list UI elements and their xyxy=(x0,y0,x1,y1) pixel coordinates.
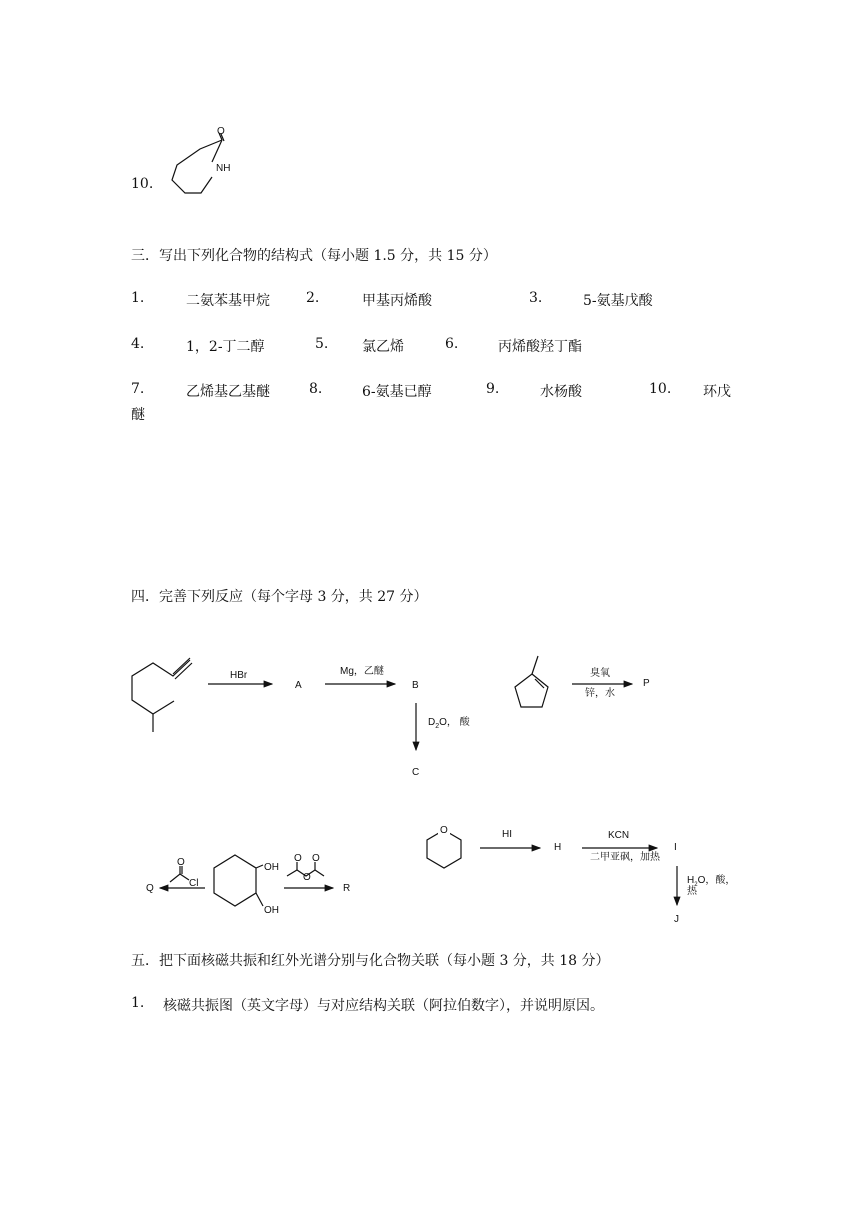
s3-item10-name: 环戊 xyxy=(703,384,731,400)
s3-item8-name: 6-氨基已醇 xyxy=(362,384,432,400)
atom-o-anhydride-3: O xyxy=(312,853,320,864)
product-r: R xyxy=(343,883,351,894)
atom-oh-top: OH xyxy=(264,862,279,873)
tetrahydropyran-structure xyxy=(427,824,461,868)
reagent-zinc-water: 锌，水 xyxy=(585,688,615,699)
section3-title: 三．写出下列化合物的结构式（每小题 1.5 分，共 15 分） xyxy=(131,248,497,264)
s3-item9-name: 水杨酸 xyxy=(540,384,582,400)
s3-item10-wrap: 醚 xyxy=(131,407,145,423)
s3-item6-number: 6. xyxy=(445,336,459,352)
question-number-10: 10. xyxy=(131,176,154,192)
s3-item4-number: 4. xyxy=(131,336,145,352)
s3-item2-name: 甲基丙烯酸 xyxy=(362,293,432,309)
atom-o-ring: O xyxy=(440,825,448,836)
reagent-heat: 热 xyxy=(687,886,697,897)
product-a: A xyxy=(295,680,302,691)
atom-o-anhydride-1: O xyxy=(294,853,302,864)
s3-item9-number: 9. xyxy=(486,381,500,397)
product-c: C xyxy=(412,767,420,778)
methylheptene-structure xyxy=(132,658,192,732)
reagent-dmso-heat: 二甲亚砜，加热 xyxy=(590,852,660,863)
atom-nh: NH xyxy=(216,163,231,174)
reagent-h2o-acid: $H_2O$，酸， xyxy=(687,875,736,888)
atom-oh-bottom: OH xyxy=(264,905,279,916)
s3-item5-number: 5. xyxy=(315,336,329,352)
s3-item3-number: 3. xyxy=(529,290,543,306)
reagent-mg-ether: Mg，乙醚 xyxy=(340,666,384,677)
cyclohexanediol-structure xyxy=(214,855,279,916)
product-q: Q xyxy=(146,883,154,894)
methylcyclopentene-structure xyxy=(515,656,548,707)
product-h: H xyxy=(554,842,562,853)
s3-item4-name: 1，2-丁二醇 xyxy=(186,339,265,355)
product-p: P xyxy=(643,678,650,689)
atom-cl: Cl xyxy=(189,878,199,889)
s3-item1-name: 二氨苯基甲烷 xyxy=(186,293,270,309)
atom-o-acyl: O xyxy=(177,857,185,868)
acetyl-chloride-structure xyxy=(170,857,198,889)
product-j: J xyxy=(674,914,679,925)
atom-o: O xyxy=(217,126,225,137)
s5-q1-number: 1. xyxy=(131,995,145,1011)
reagent-kcn: KCN xyxy=(608,830,630,841)
reagent-hi: HI xyxy=(502,829,512,840)
product-i: I xyxy=(674,842,677,853)
s5-q1-text: 核磁共振图（英文字母）与对应结构关联（阿拉伯数字），并说明原因。 xyxy=(163,998,604,1014)
s3-item8-number: 8. xyxy=(309,381,323,397)
s3-item7-name: 乙烯基乙基醚 xyxy=(186,384,270,400)
s3-item6-name: 丙烯酸羟丁酯 xyxy=(498,339,582,355)
reagent-ozone: 臭氧 xyxy=(590,668,610,679)
s3-item7-number: 7. xyxy=(131,381,145,397)
s3-item1-number: 1. xyxy=(131,290,145,306)
reagent-hbr: HBr xyxy=(230,670,248,681)
reagent-d2o-acid: $D_2O$， 酸 xyxy=(428,717,470,730)
s3-item2-number: 2. xyxy=(306,290,320,306)
acetic-anhydride-structure xyxy=(287,853,324,883)
s3-item5-name: 氯乙烯 xyxy=(362,339,404,355)
s3-item3-name: 5-氨基戊酸 xyxy=(583,293,653,309)
atom-o-anhydride-2: O xyxy=(303,872,311,883)
s3-item10-number: 10. xyxy=(649,381,672,397)
section4-title: 四．完善下列反应（每个字母 3 分，共 27 分） xyxy=(131,589,428,605)
product-b: B xyxy=(412,680,419,691)
section5-title: 五．把下面核磁共振和红外光谱分别与化合物关联（每小题 3 分，共 18 分） xyxy=(131,953,610,969)
